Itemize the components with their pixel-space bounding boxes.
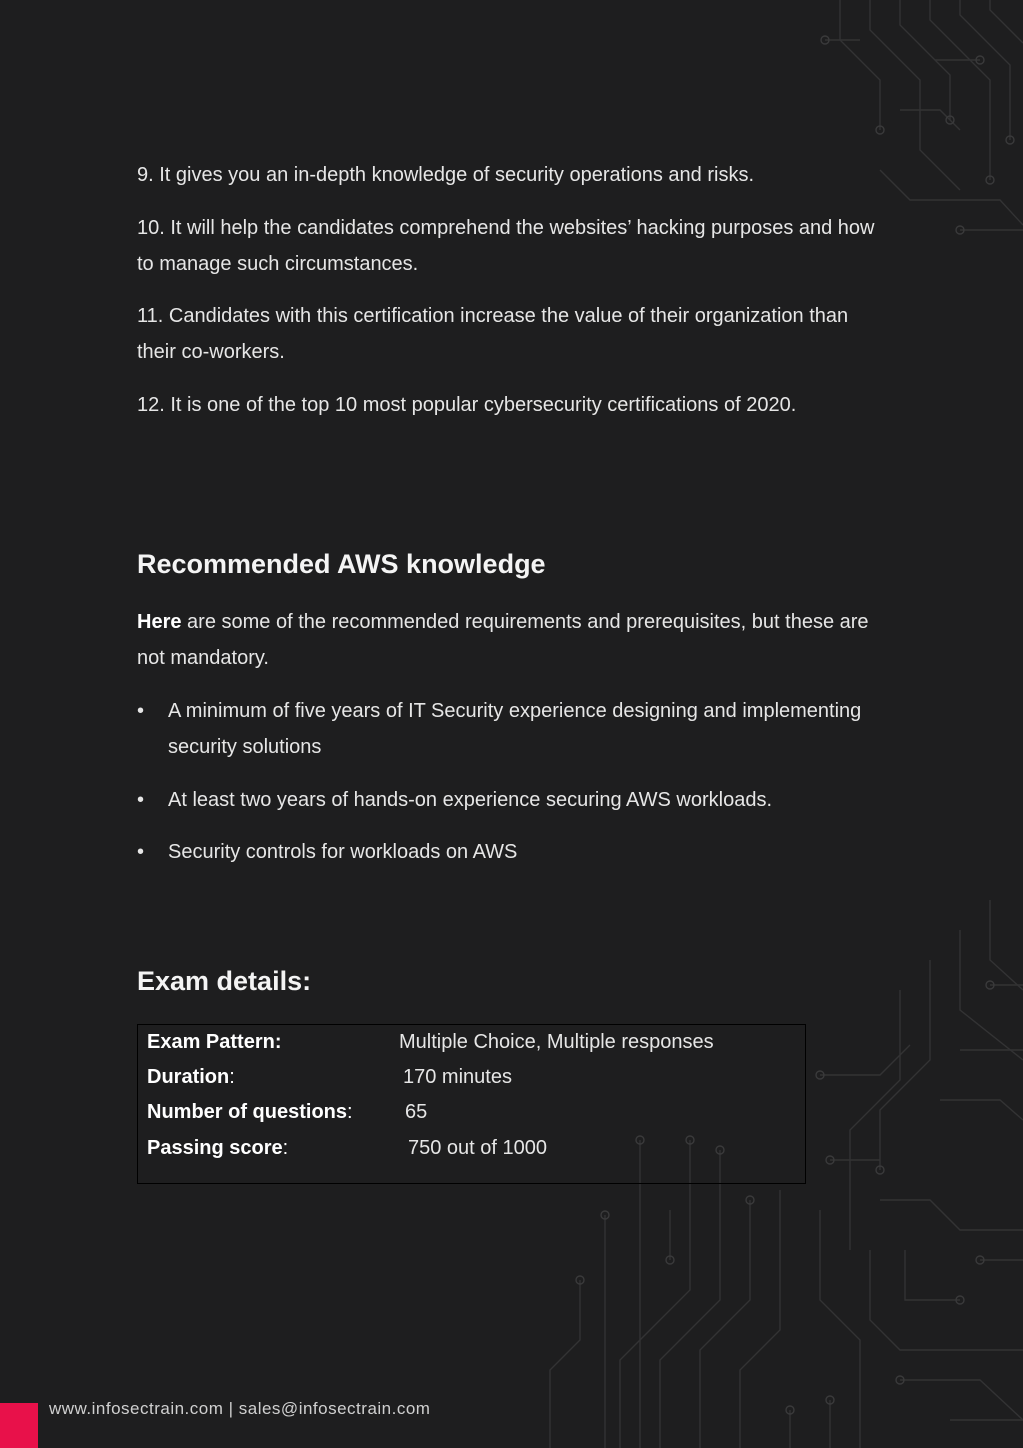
exam-details-table	[137, 1024, 806, 1184]
aws-intro	[137, 604, 877, 676]
bullet-icon: •	[137, 841, 145, 863]
exam-value: 170 minutes	[403, 1066, 512, 1088]
bullet-text: A minimum of five years of IT Security experience designing and implementing security solutions	[168, 700, 862, 758]
bullet-icon: •	[137, 700, 145, 722]
aws-intro-rest: are some of the recommended requirements and prerequisites, but these are not mandatory.	[137, 611, 869, 669]
exam-key: Exam Pattern:	[147, 1031, 282, 1053]
list-item: 11. Candidates with this certification increase the value of their organization than their co-workers.	[137, 305, 849, 363]
aws-intro-bold: Here	[137, 611, 182, 633]
exam-key: Passing score:	[147, 1137, 289, 1159]
section-heading-exam: Exam details:	[137, 966, 312, 996]
exam-key: Duration:	[147, 1066, 235, 1088]
exam-value: 750 out of 1000	[408, 1137, 548, 1159]
bullet-icon: •	[137, 789, 145, 811]
exam-value: 65	[405, 1101, 428, 1123]
bullet-text: At least two years of hands-on experience securing AWS workloads.	[168, 789, 773, 811]
exam-key: Number of questions:	[147, 1101, 353, 1123]
section-heading-aws: Recommended AWS knowledge	[137, 549, 546, 579]
list-item: 12. It is one of the top 10 most popular cybersecurity certifications of 2020.	[137, 394, 797, 416]
list-item: 10. It will help the candidates comprehend the websites’ hacking purposes and how to manage such circumstances.	[137, 217, 875, 275]
list-item: 9. It gives you an in-depth knowledge of security operations and risks.	[137, 164, 755, 186]
bullet-text: Security controls for workloads on AWS	[168, 841, 518, 863]
footer-accent-bar	[0, 1403, 38, 1448]
footer-contact: www.infosectrain.com | sales@infosectrain.com	[49, 1399, 431, 1418]
exam-value: Multiple Choice, Multiple responses	[399, 1031, 714, 1053]
